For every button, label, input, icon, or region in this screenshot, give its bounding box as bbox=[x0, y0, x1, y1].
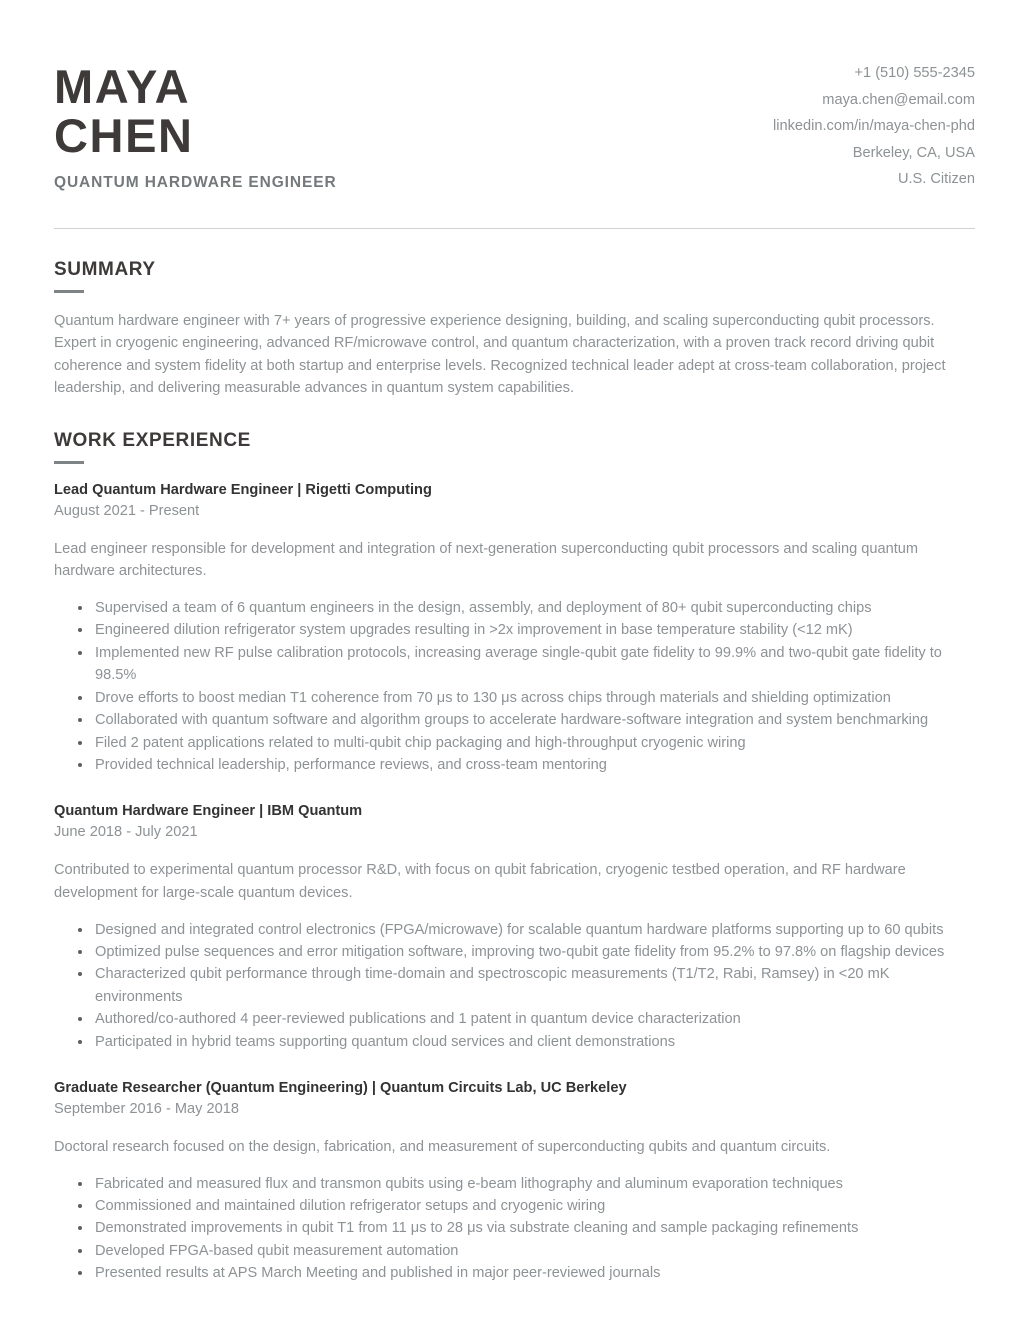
job-bullet: Developed FPGA-based qubit measurement automation bbox=[84, 1240, 975, 1262]
identity-block bbox=[54, 52, 337, 192]
job-bullet: Designed and integrated control electronics (FPGA/microwave) for scalable quantum hardware platforms supporting up to 60 qubits bbox=[84, 919, 975, 941]
name-line-last: CHEN bbox=[54, 109, 194, 162]
contact-citizenship: U.S. Citizen bbox=[897, 171, 975, 187]
job-bullet: Presented results at APS March Meeting and published in major peer-reviewed journals bbox=[84, 1262, 975, 1284]
job-bullet: Optimized pulse sequences and error mitigation software, improving two-qubit gate fidelity from 95.2% to 97.8% on flagship devices bbox=[84, 941, 975, 963]
summary-body bbox=[54, 310, 975, 400]
job-bullet-list bbox=[54, 919, 975, 1053]
resume-header bbox=[54, 0, 975, 193]
job-bullet: Fabricated and measured flux and transmon qubits using e-beam lithography and aluminum evaporation techniques bbox=[84, 1173, 975, 1195]
summary-paragraph: Quantum hardware engineer with 7+ years of progressive experience designing, building, and scaling superconducting qubit processors. Expert in cryogenic engineering, advanced RF/microwave control, and quantum characterization, with a proven track record driving qubit coherence and system fidelity at both startup and enterprise levels. Recognized technical leader adept at cross-team collaboration, project leadership, and delivering measurable advances in quantum system capabilities. bbox=[54, 312, 946, 397]
contact-location: Berkeley, CA, USA bbox=[852, 144, 975, 161]
job-dates: September 2016 - May 2018 bbox=[54, 1100, 239, 1117]
job-bullet-list bbox=[54, 1173, 975, 1285]
job-entry bbox=[54, 481, 975, 776]
section-title-work-experience: WORK EXPERIENCE bbox=[54, 429, 251, 451]
job-bullet: Characterized qubit performance through time-domain and spectroscopic measurements (T1/T2, Rabi, Ramsey) in <20 mK environments bbox=[84, 963, 975, 1008]
section-accent-bar bbox=[54, 461, 84, 464]
job-dates: August 2021 - Present bbox=[54, 502, 200, 519]
contact-linkedin: linkedin.com/in/maya-chen-phd bbox=[773, 118, 975, 134]
name-line-first: MAYA bbox=[54, 60, 191, 113]
job-bullet: Authored/co-authored 4 peer-reviewed publications and 1 patent in quantum device characterization bbox=[84, 1008, 975, 1030]
job-bullet: Provided technical leadership, performance reviews, and cross-team mentoring bbox=[84, 754, 975, 776]
section-work-experience bbox=[54, 400, 975, 1285]
job-bullet: Demonstrated improvements in qubit T1 from 11 μs to 28 μs via substrate cleaning and sample packaging refinements bbox=[84, 1217, 975, 1239]
job-bullet: Participated in hybrid teams supporting quantum cloud services and client demonstrations bbox=[84, 1031, 975, 1053]
job-summary: Contributed to experimental quantum processor R&D, with focus on qubit fabrication, cryogenic testbed operation, and RF hardware development for large-scale quantum devices. bbox=[54, 862, 906, 901]
job-bullet: Supervised a team of 6 quantum engineers in the design, assembly, and deployment of 80+ qubit superconducting chips bbox=[84, 597, 975, 619]
work-experience-body bbox=[54, 481, 975, 1285]
job-entry bbox=[54, 1079, 975, 1285]
section-title-summary: SUMMARY bbox=[54, 258, 156, 280]
job-entry bbox=[54, 802, 975, 1053]
job-heading: Graduate Researcher (Quantum Engineering) | Quantum Circuits Lab, UC Berkeley bbox=[54, 1079, 627, 1096]
job-bullet: Implemented new RF pulse calibration protocols, increasing average single-qubit gate fidelity to 99.9% and two-qubit gate fidelity to 98.5% bbox=[84, 642, 975, 687]
job-bullet: Engineered dilution refrigerator system upgrades resulting in >2x improvement in base temperature stability (<12 mK) bbox=[84, 619, 975, 641]
job-bullet-list bbox=[54, 597, 975, 776]
section-summary bbox=[54, 229, 975, 400]
job-bullet: Drove efforts to boost median T1 coherence from 70 μs to 130 μs across chips through materials and shielding optimization bbox=[84, 687, 975, 709]
job-dates: June 2018 - July 2021 bbox=[54, 824, 198, 841]
job-heading: Quantum Hardware Engineer | IBM Quantum bbox=[54, 803, 363, 820]
section-accent-bar bbox=[54, 290, 84, 293]
contact-phone: +1 (510) 555-2345 bbox=[854, 65, 975, 81]
contact-block bbox=[773, 52, 975, 193]
job-heading: Lead Quantum Hardware Engineer | Rigetti Computing bbox=[54, 481, 432, 498]
headline-job-title: QUANTUM HARDWARE ENGINEER bbox=[54, 174, 337, 191]
contact-email: maya.chen@email.com bbox=[822, 91, 975, 108]
job-summary: Lead engineer responsible for development and integration of next-generation superconducting qubit processors and scaling quantum hardware architectures. bbox=[54, 540, 919, 580]
job-summary: Doctoral research focused on the design, fabrication, and measurement of superconducting qubits and quantum circuits. bbox=[54, 1138, 831, 1155]
job-bullet: Filed 2 patent applications related to multi-qubit chip packaging and high-throughput cryogenic wiring bbox=[84, 732, 975, 754]
job-bullet: Collaborated with quantum software and algorithm groups to accelerate hardware-software integration and system benchmarking bbox=[84, 709, 975, 731]
job-bullet: Commissioned and maintained dilution refrigerator setups and cryogenic wiring bbox=[84, 1195, 975, 1217]
